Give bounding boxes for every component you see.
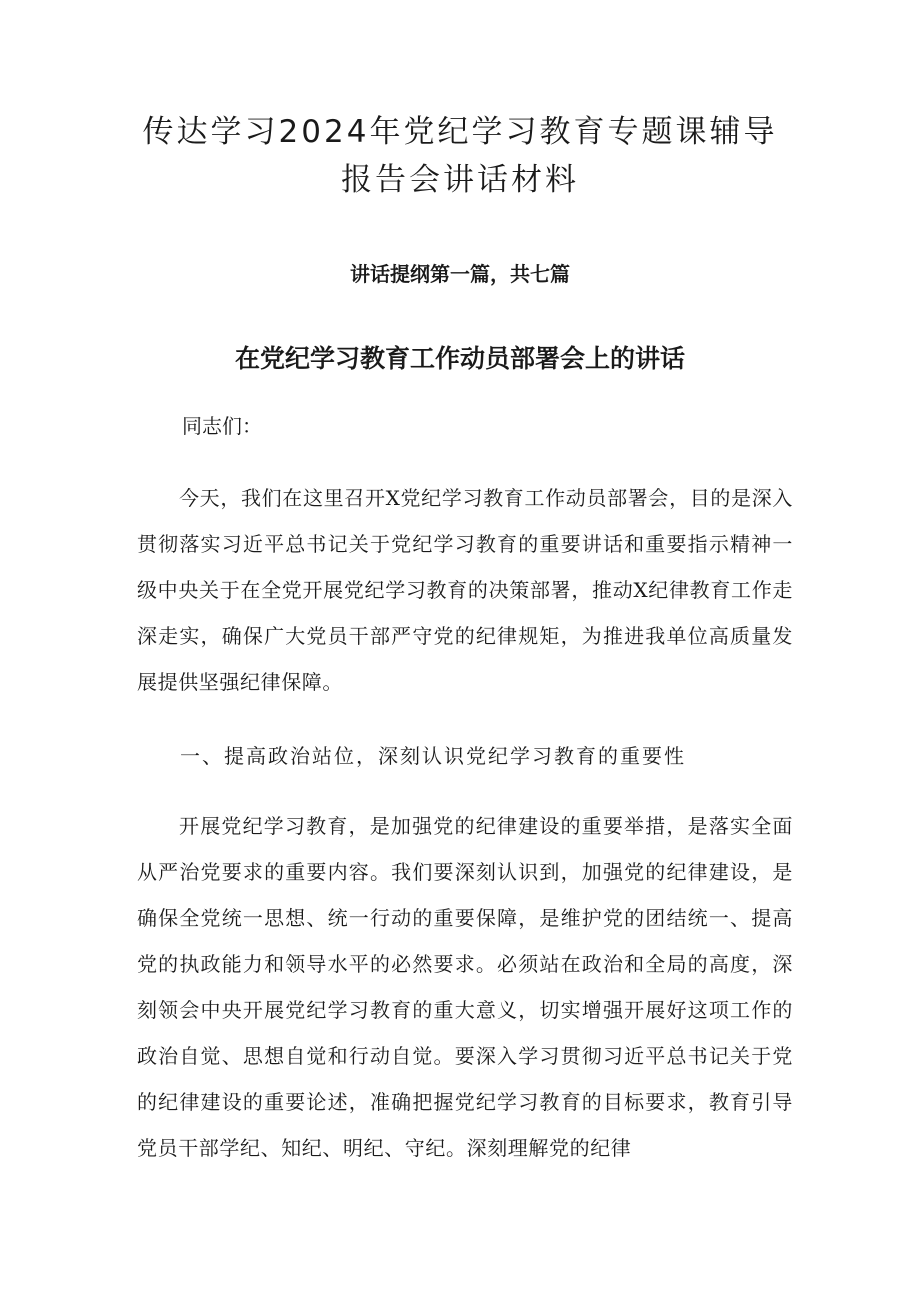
speech-title: 在党纪学习教育工作动员部署会上的讲话 [234,344,685,373]
document-title-line-1: 传达学习2024年党纪学习教育专题课辅导 [142,114,778,150]
document-title-line-2: 报告会讲话材料 [341,162,579,198]
salutation: 同志们： [182,414,262,438]
intro-paragraph: 今天，我们在这里召开X党纪学习教育工作动员部署会，目的是深入贯彻落实习近平总书记关于党纪学习教育的重要讲话和重要指示精神一级中央关于在全党开展党纪学习教育的决策部署，推动X纪律教育工作走深走实，确保广大党员干部严守党的纪律规矩，为推进我单位高质量发展提供坚强纪律保障。 [137,486,793,694]
section-heading-1: 一、提高政治站位，深刻认识党纪学习教育的重要性 [180,744,686,768]
outline-subtitle: 讲话提纲第一篇，共七篇 [350,262,570,286]
section-1-paragraph: 开展党纪学习教育，是加强党的纪律建设的重要举措，是落实全面从严治党要求的重要内容。我们要深刻认识到，加强党的纪律建设，是确保全党统一思想、统一行动的重要保障，是维护党的团结统一、提高党的执政能力和领导水平的必然要求。必须站在政治和全局的高度，深刻领会中央开展党纪学习教育的重大意义，切实增强开展好这项工作的政治自觉、思想自觉和行动自觉。要深入学习贯彻习近平总书记关于党的纪律建设的重要论述，准确把握党纪学习教育的目标要求，教育引导党员干部学纪、知纪、明纪、守纪。深刻理解党的纪律 [137,814,793,1160]
document-title [120,108,800,204]
